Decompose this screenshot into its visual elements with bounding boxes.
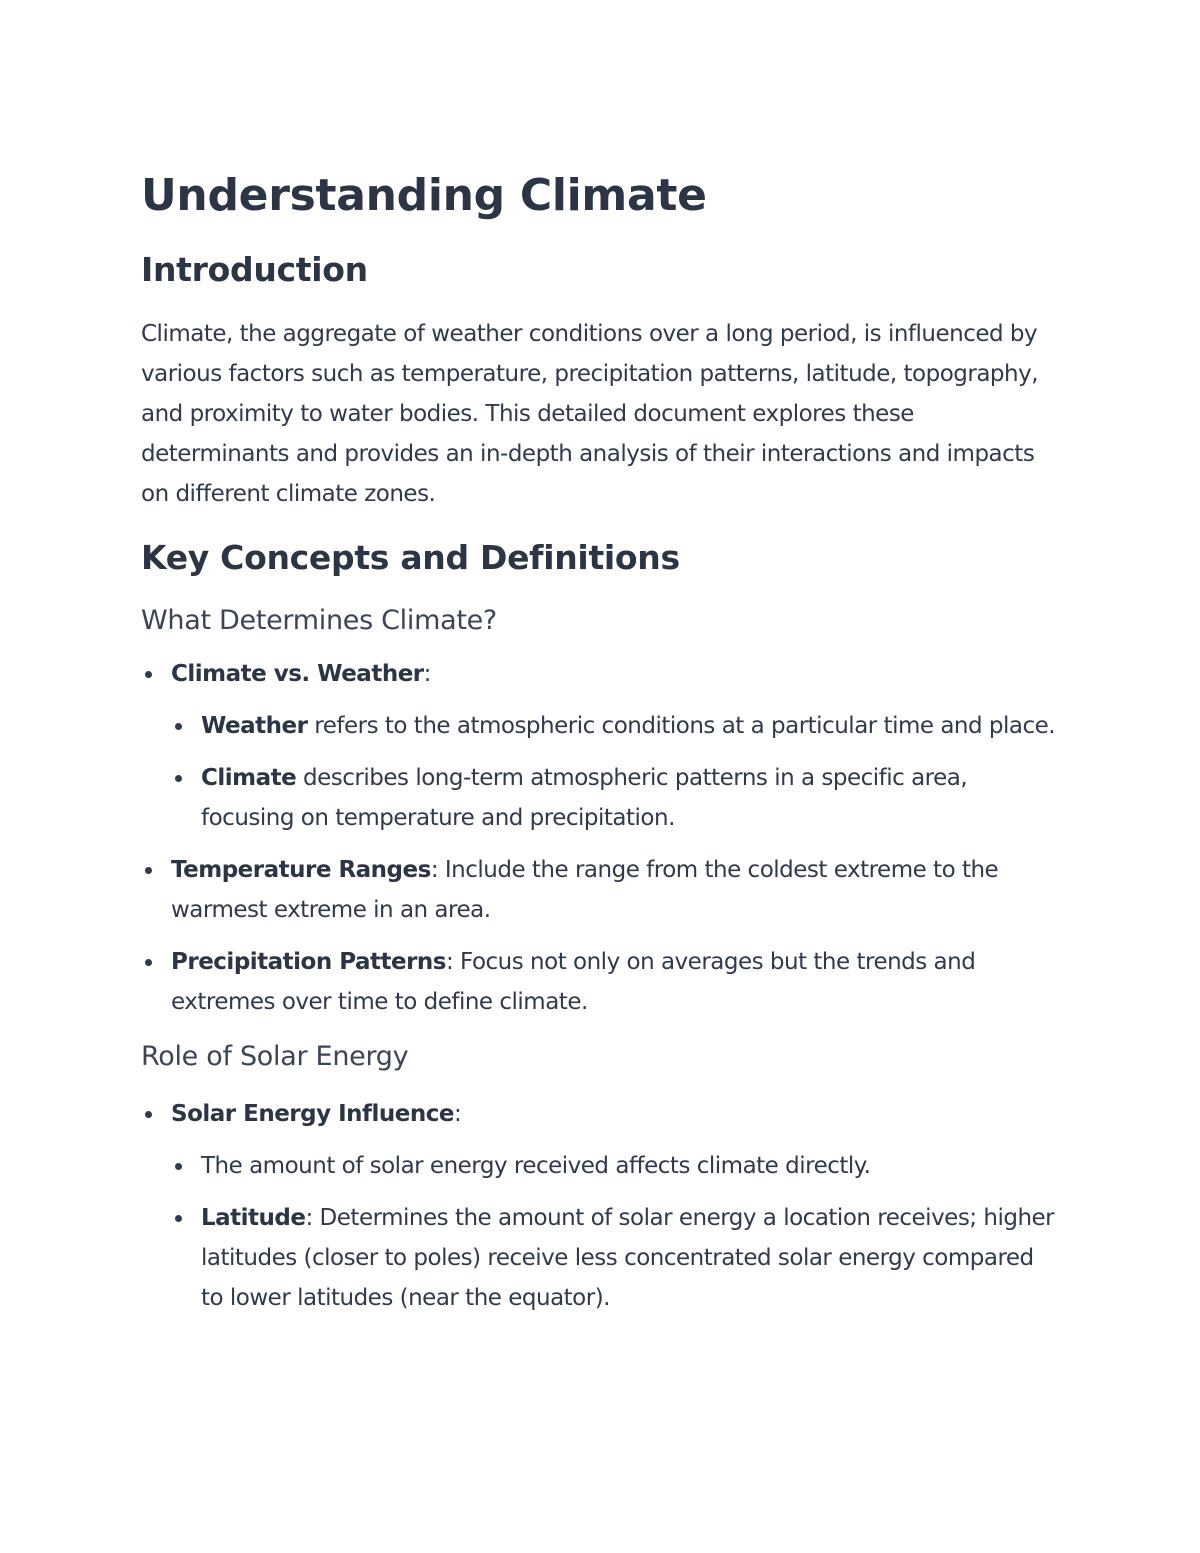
bullet-icon — [145, 867, 152, 874]
list-item-solar-energy-influence — [171, 1094, 1060, 1318]
list-item-text: : Focus not only on averages but the trends and extremes over time to define climate. — [171, 949, 976, 1015]
introduction-heading: Introduction — [141, 250, 368, 289]
list-item-climate — [201, 758, 1060, 838]
list-item-precipitation-patterns — [171, 942, 1060, 1022]
list-item-label: Weather — [201, 713, 308, 739]
bullet-icon — [175, 1163, 182, 1170]
list-item-solar-amount — [201, 1146, 1060, 1186]
solar-energy-list — [141, 1094, 1060, 1318]
list-item-label: Climate — [201, 765, 297, 791]
climate-vs-weather-sublist — [171, 706, 1060, 838]
list-item-text: The amount of solar energy received affects climate directly. — [201, 1153, 871, 1179]
list-item-label: Solar Energy Influence — [171, 1101, 455, 1127]
list-item-text: refers to the atmospheric conditions at a particular time and place. — [307, 713, 1056, 739]
list-item-temperature-ranges — [171, 850, 1060, 930]
list-item-text: describes long-term atmospheric patterns in a specific area, focusing on temperature and precipitation. — [201, 765, 968, 831]
list-item-label: Climate vs. Weather — [171, 661, 424, 687]
role-of-solar-energy-heading: Role of Solar Energy — [141, 1041, 409, 1072]
list-item-text: : — [454, 1101, 462, 1127]
what-determines-climate-heading: What Determines Climate? — [141, 605, 497, 636]
list-item-text: : Determines the amount of solar energy a location receives; higher latitudes (closer to poles) receive less concentrated solar energy compared to lower latitudes (near the equator). — [201, 1205, 1055, 1311]
what-determines-list — [141, 654, 1060, 1022]
list-item-text: : Include the range from the coldest extreme to the warmest extreme in an area. — [171, 857, 999, 923]
list-item-label: Latitude — [201, 1205, 306, 1231]
bullet-icon — [145, 671, 152, 678]
key-concepts-heading: Key Concepts and Definitions — [141, 538, 680, 577]
solar-energy-sublist — [171, 1146, 1060, 1318]
list-item-text: : — [423, 661, 431, 687]
bullet-icon — [145, 1111, 152, 1118]
list-item-label: Precipitation Patterns — [171, 949, 446, 975]
list-item-climate-vs-weather — [171, 654, 1060, 838]
introduction-paragraph: Climate, the aggregate of weather conditions over a long period, is influenced by various factors such as temperature, precipitation patterns, latitude, topography, and proximity to water bodies. This detailed document explores these determinants and provides an in-depth analysis of their interactions and impacts on different climate zones. — [141, 321, 1039, 507]
page-title: Understanding Climate — [141, 170, 707, 221]
list-item-weather — [201, 706, 1060, 746]
bullet-icon — [175, 723, 182, 730]
bullet-icon — [175, 1215, 182, 1222]
list-item-latitude — [201, 1198, 1060, 1318]
bullet-icon — [145, 959, 152, 966]
list-item-label: Temperature Ranges — [171, 857, 431, 883]
bullet-icon — [175, 775, 182, 782]
